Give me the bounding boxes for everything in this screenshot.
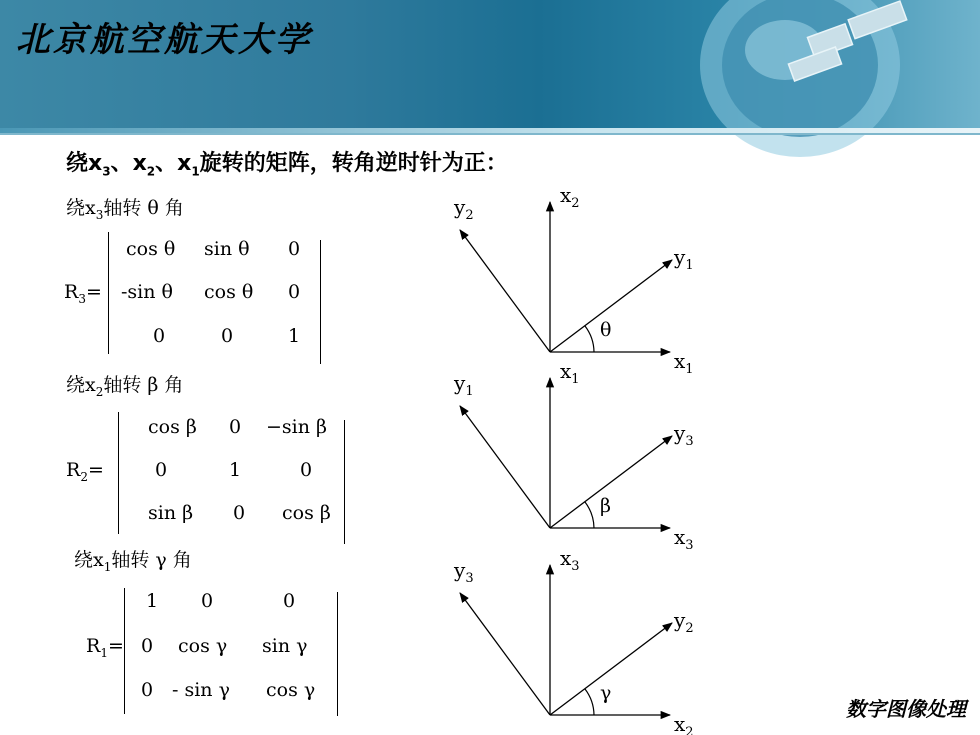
axis-label-right: $x_3$ (674, 525, 694, 553)
axis-arrow-left (460, 593, 550, 715)
matrix-cell: 0 (288, 281, 301, 303)
axis-label-up: $x_2$ (560, 183, 580, 211)
matrix-bar-right (344, 420, 345, 544)
axis-label-left: $y_3$ (454, 558, 474, 586)
header-rule (0, 133, 980, 135)
section-label-r2: 绕$x_2$轴转 β 角 (66, 374, 184, 399)
matrix-cell: cos γ (266, 679, 316, 701)
matrix-bar-left (124, 588, 125, 714)
university-logo-text: 北京航空航天大学 (16, 20, 312, 60)
matrix-cell: 0 (201, 590, 214, 612)
matrix-cell: 1 (146, 590, 159, 612)
matrix-name-r3: $R_3=$ (64, 281, 102, 306)
axis-label-right: $x_1$ (674, 349, 694, 377)
axis-label-diag: $y_3$ (674, 421, 694, 449)
matrix-cell: 0 (141, 679, 154, 701)
matrix-bar-left (118, 412, 119, 534)
axis-label-diag: $y_2$ (674, 608, 694, 636)
matrix-cell: 0 (233, 502, 246, 524)
matrix-cell: cos β (282, 502, 331, 524)
matrix-cell: - sin γ (172, 679, 230, 701)
angle-arc (585, 502, 594, 528)
section-label-r1: 绕$x_1$轴转 γ 角 (74, 549, 192, 574)
matrix-cell: 1 (229, 459, 242, 481)
matrix-name-r1: $R_1=$ (86, 635, 124, 660)
matrix-cell: cos θ (126, 238, 176, 260)
axis-label-right: $x_2$ (674, 712, 694, 735)
rotation-diagrams (440, 180, 710, 735)
matrix-cell: sin γ (262, 635, 308, 657)
page-heading: 绕$x_3$、$x_2$、$x_1$旋转的矩阵，转角逆时针为正： (66, 151, 508, 179)
matrix-cell: -sin θ (121, 281, 173, 303)
section-label-r3: 绕$x_3$轴转 θ 角 (66, 197, 184, 222)
angle-arc (585, 326, 594, 352)
matrix-name-r2: $R_2=$ (66, 459, 104, 484)
axis-arrow-diag (550, 436, 672, 528)
matrix-cell: sin β (148, 502, 194, 524)
matrix-cell: cos β (148, 416, 197, 438)
footer-course-title: 数字图像处理 (846, 697, 966, 721)
matrix-cell: 0 (300, 459, 313, 481)
satellite-globe-icon (690, 0, 930, 160)
axis-label-diag: $y_1$ (674, 245, 694, 273)
matrix-cell: 0 (141, 635, 154, 657)
matrix-cell: cos θ (204, 281, 254, 303)
matrix-cell: 0 (229, 416, 242, 438)
matrix-cell: sin θ (204, 238, 250, 260)
matrix-cell: cos γ (178, 635, 228, 657)
axis-label-up: $x_1$ (560, 359, 580, 387)
angle-label: γ (600, 682, 612, 704)
axis-arrow-left (460, 406, 550, 528)
matrix-cell: 0 (221, 325, 234, 347)
matrix-bar-right (320, 240, 321, 364)
axis-label-left: $y_1$ (454, 371, 474, 399)
angle-label: β (600, 495, 611, 517)
matrix-bar-left (108, 232, 109, 354)
matrix-cell: 0 (153, 325, 166, 347)
matrix-cell: 1 (288, 325, 301, 347)
axis-label-left: $y_2$ (454, 195, 474, 223)
matrix-bar-right (337, 592, 338, 716)
matrix-cell: 0 (288, 238, 301, 260)
matrix-cell: −sin β (266, 416, 328, 438)
angle-arc (585, 689, 594, 715)
axis-arrow-left (460, 230, 550, 352)
angle-label: θ (600, 319, 612, 341)
axis-label-up: $x_3$ (560, 546, 580, 574)
matrix-cell: 0 (155, 459, 168, 481)
matrix-cell: 0 (283, 590, 296, 612)
